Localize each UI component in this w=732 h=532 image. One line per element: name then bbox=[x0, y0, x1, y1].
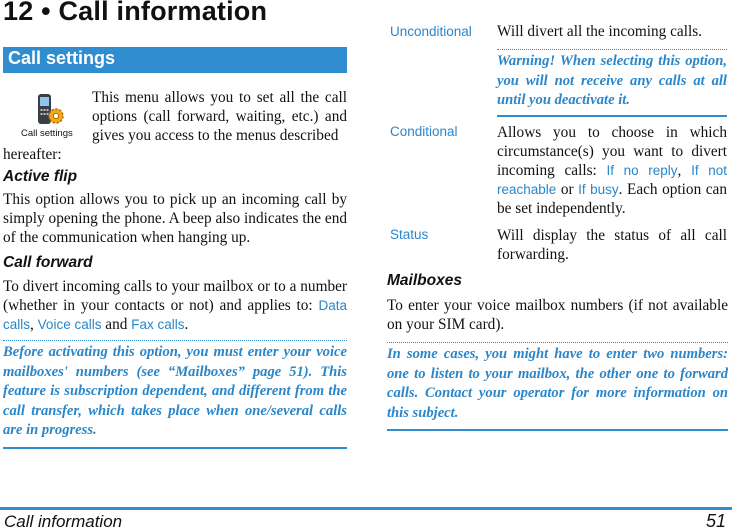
fax-calls-link[interactable]: Fax calls bbox=[131, 317, 185, 332]
conditional-description bbox=[497, 123, 727, 218]
mailboxes-paragraph: To enter your voice mailbox numbers (if not available on your SIM card). bbox=[387, 297, 728, 333]
separator: , bbox=[30, 316, 38, 333]
unconditional-description: Will divert all the incoming calls. bbox=[497, 23, 702, 40]
intro-paragraph-tail: hereafter: bbox=[3, 146, 62, 163]
intro-paragraph: This menu allows you to set all the call options (call forward, waiting, etc.) and gives you access to the menus described bbox=[92, 89, 347, 144]
section-header-bar bbox=[3, 47, 347, 73]
footer-title: Call information bbox=[4, 512, 123, 531]
call-forward-note: Before activating this option, you must enter your voice mailboxes' numbers (see “Mailboxes” page 51). This feature is subscription dependent, and different from the call transfer, which takes place when one/several calls are in progress. bbox=[3, 340, 347, 449]
voice-calls-link[interactable]: Voice calls bbox=[37, 317, 102, 332]
if-busy-link[interactable]: If busy bbox=[578, 182, 619, 197]
conditional-text: Allows you to choose in which circumstance(s) you want to divert incoming calls: bbox=[497, 124, 727, 179]
footer-divider bbox=[0, 507, 732, 510]
if-not-reachable-link[interactable]: If not reachable bbox=[497, 163, 727, 197]
page-number: 51 bbox=[705, 511, 726, 531]
mailboxes-heading: Mailboxes bbox=[387, 272, 462, 289]
data-calls-link[interactable]: Data calls bbox=[3, 298, 347, 332]
section-title: Call settings bbox=[8, 48, 116, 68]
call-forward-paragraph bbox=[3, 277, 347, 334]
active-flip-paragraph: This option allows you to pick up an incoming call by simply opening the phone. A beep also indicates the end of the communication when hanging up. bbox=[3, 191, 347, 246]
active-flip-heading: Active flip bbox=[3, 168, 78, 185]
separator: , bbox=[677, 162, 692, 179]
phone-settings-icon bbox=[32, 92, 72, 128]
conditional-text-end: . Each option can be set independently. bbox=[497, 181, 727, 217]
mailboxes-note: In some cases, you might have to enter two numbers: one to listen to your mailbox, the other one to forward calls. Contact your operator for more information on this subject. bbox=[387, 342, 728, 431]
chapter-title: 12 • Call information bbox=[3, 0, 268, 26]
unconditional-warning: Warning! When selecting this option, you will not receive any calls at all until you deactivate it. bbox=[497, 49, 727, 117]
unconditional-term: Unconditional bbox=[390, 24, 472, 39]
icon-caption: Call settings bbox=[21, 128, 73, 139]
separator: or bbox=[556, 181, 579, 198]
status-description: Will display the status of all call forwarding. bbox=[497, 227, 727, 263]
if-no-reply-link[interactable]: If no reply bbox=[606, 163, 678, 178]
separator: . bbox=[184, 316, 189, 333]
call-forward-heading: Call forward bbox=[3, 254, 93, 271]
status-term: Status bbox=[390, 227, 429, 242]
call-forward-text: To divert incoming calls to your mailbox or to a number (whether in your contacts or not) and applies to: bbox=[3, 278, 347, 314]
conditional-term: Conditional bbox=[390, 124, 458, 139]
separator: and bbox=[101, 316, 132, 333]
